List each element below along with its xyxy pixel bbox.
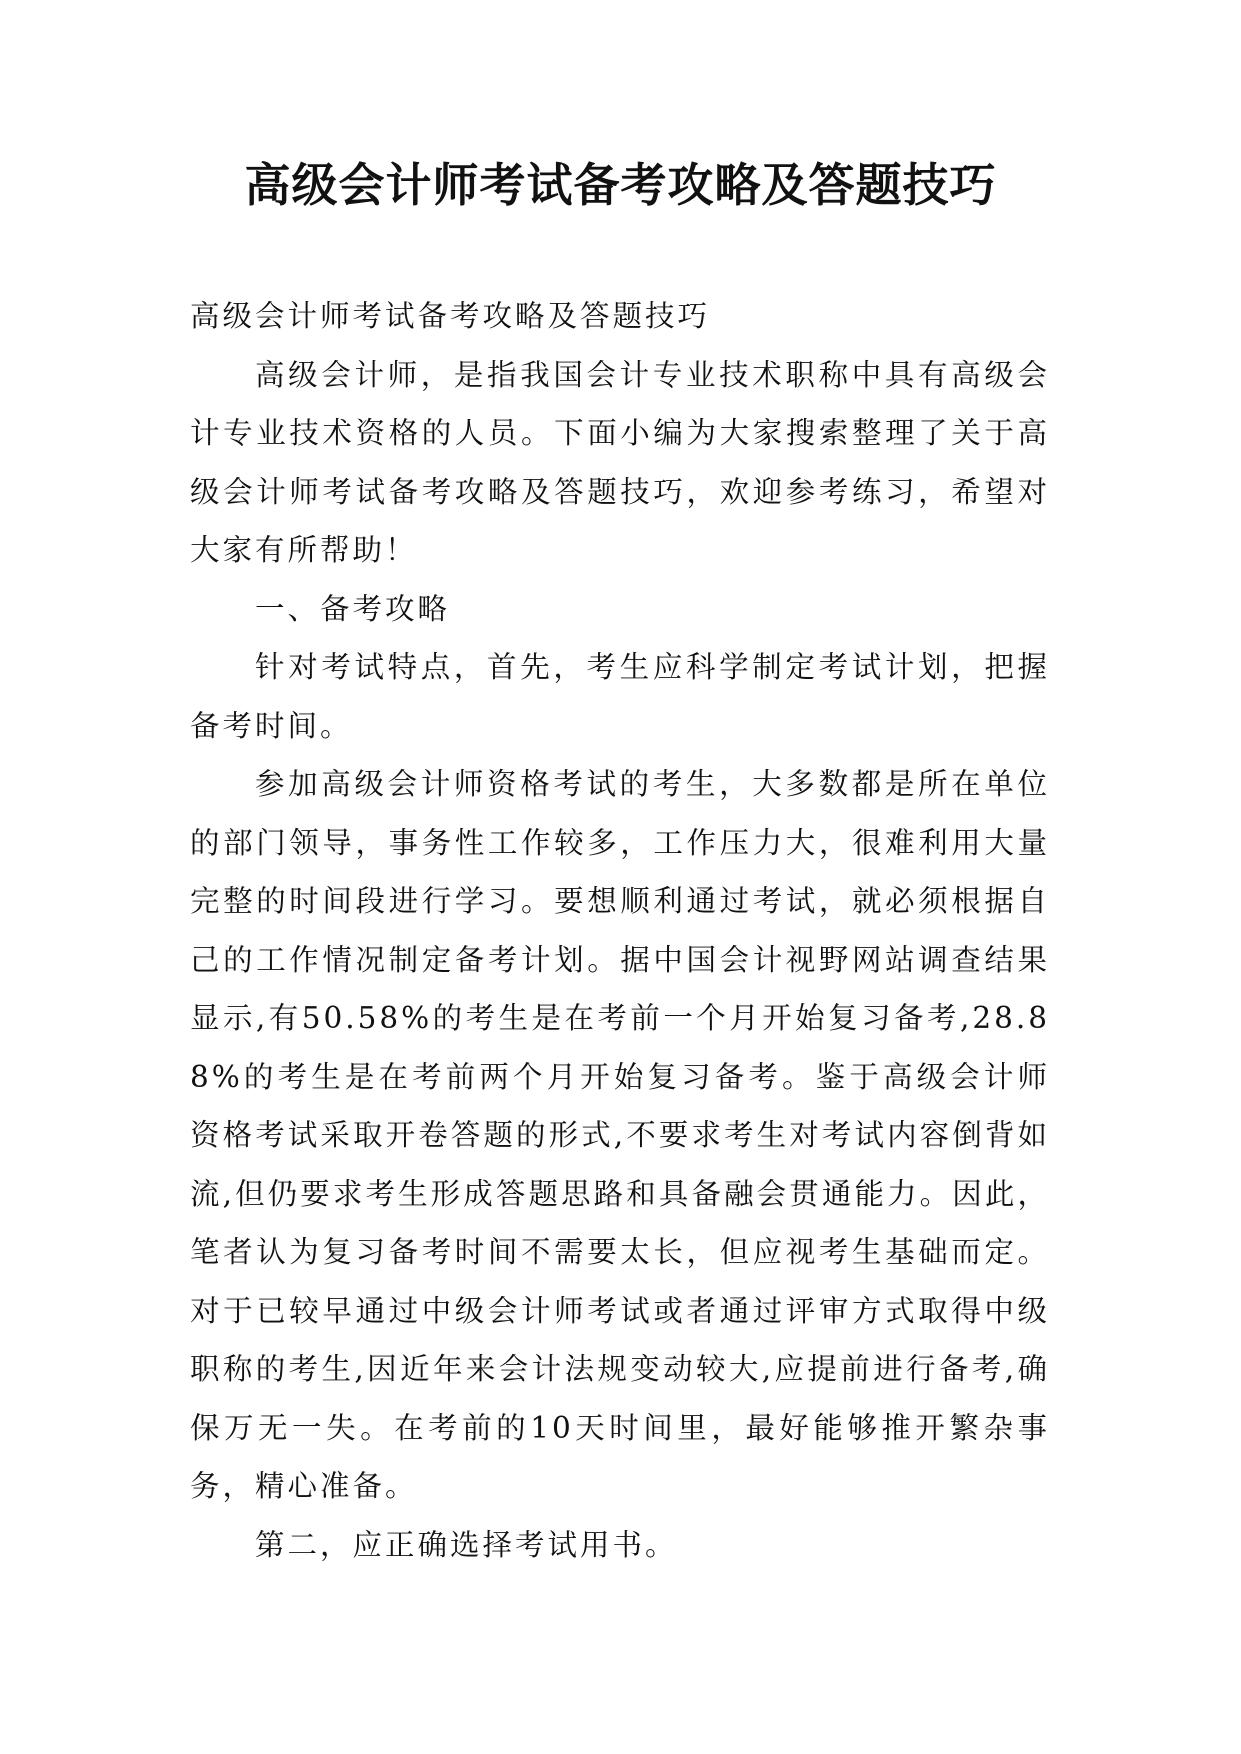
section-heading: 一、备考攻略 (255, 591, 451, 626)
body-paragraph: 参加高级会计师资格考试的考生，大多数都是所在单位的部门领导，事务性工作较多，工作压力大，很难利用大量完整的时间段进行学习。要想顺利通过考试，就必须根据自己的工作情况制定备考计划。据中国会计视野网站调查结果显示,有50.58%的考生是在考前一个月开始复习备考,28.88%的考生是在考前两个月开始复习备考。鉴于高级会计师资格考试采取开卷答题的形式,不要求考生对考试内容倒背如流,但仍要求考生形成答题思路和具备融会贯通能力。因此，笔者认为复习备考时间不需要太长，但应视考生基础而定。对于已较早通过中级会计师考试或者通过评审方式取得中级职称的考生,因近年来会计法规变动较大,应提前进行备考,确保万无一失。在考前的10天时间里，最好能够推开繁杂事务，精心准备。 (190, 767, 1050, 1503)
document-body (190, 287, 1050, 1574)
body-paragraph: 第二，应正确选择考试用书。 (255, 1527, 678, 1562)
intro-paragraph: 高级会计师，是指我国会计专业技术职称中具有高级会计专业技术资格的人员。下面小编为大家搜索整理了关于高级会计师考试备考攻略及答题技巧，欢迎参考练习，希望对大家有所帮助！ (190, 357, 1050, 567)
document-title: 高级会计师考试备考攻略及答题技巧 (244, 158, 997, 212)
subtitle-paragraph: 高级会计师考试备考攻略及答题技巧 (190, 299, 711, 333)
body-paragraph: 针对考试特点，首先，考生应科学制定考试计划，把握备考时间。 (190, 650, 1050, 743)
